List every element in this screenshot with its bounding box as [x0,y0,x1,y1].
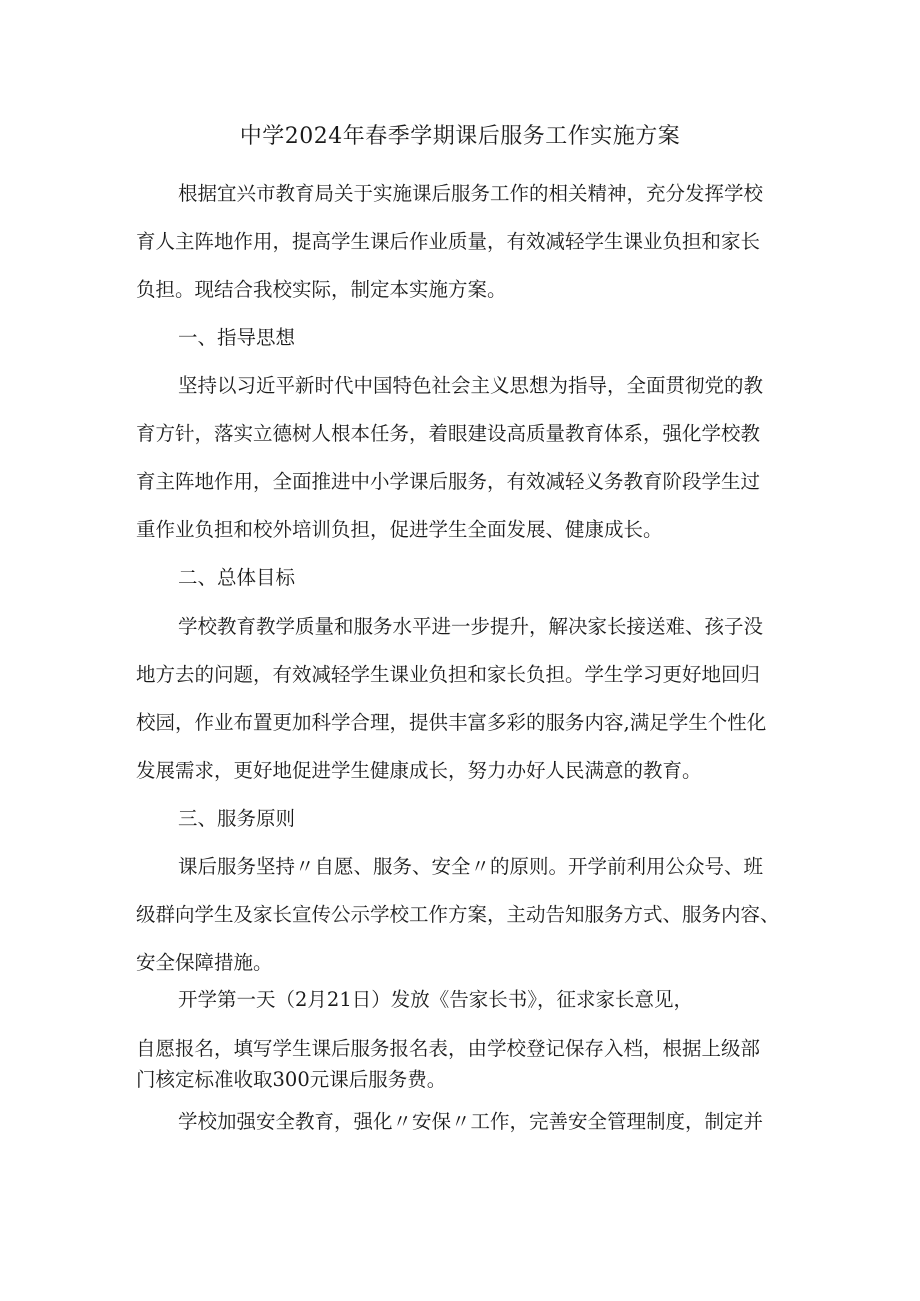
paragraph-line: 安全保障措施。 [136,951,273,974]
section-heading-service-principles: 三、服务原则 [178,807,296,830]
section-heading-guiding-ideology: 一、指导思想 [178,326,296,349]
paragraph-line: 育主阵地作用，全面推进中小学课后服务，有效减轻义务教育阶段学生过 [136,470,761,493]
paragraph-line: 育方针，落实立德树人根本任务，着眼建设高质量教育体系，强化学校教 [136,422,761,445]
paragraph-line: 发展需求，更好地促进学生健康成长，努力办好人民满意的教育。 [136,759,702,782]
paragraph-line: 重作业负担和校外培训负担，促进学生全面发展、健康成长。 [136,518,663,541]
paragraph-line: 学校加强安全教育，强化〃安保〃工作，完善安全管理制度，制定并 [178,1110,764,1133]
document-title: 中学2024年春季学期课后服务工作实施方案 [239,124,681,149]
paragraph-line: 坚持以习近平新时代中国特色社会主义思想为指导，全面贯彻党的教 [178,374,764,397]
paragraph-line: 负担。现结合我校实际，制定本实施方案。 [136,278,507,301]
paragraph-line: 自愿报名，填写学生课后服务报名表，由学校登记保存入档，根据上级部 [136,1037,761,1060]
paragraph-line: 课后服务坚持〃自愿、服务、安全〃的原则。开学前利用公众号、班 [178,855,764,878]
paragraph-line: 校园，作业布置更加科学合理，提供丰富多彩的服务内容,满足学生个性化 [136,711,767,734]
paragraph-line: 根据宜兴市教育局关于实施课后服务工作的相关精神，充分发挥学校 [178,182,764,205]
paragraph-line: 门核定标准收取300元课后服务费。 [136,1068,447,1091]
paragraph-line: 地方去的问题，有效减轻学生课业负担和家长负担。学生学习更好地回归 [136,663,761,686]
paragraph-line: 开学第一天（2月21日）发放《告家长书》，征求家长意见， [178,988,693,1011]
paragraph-line: 育人主阵地作用，提高学生课后作业质量，有效减轻学生课业负担和家长 [136,230,761,253]
section-heading-overall-goal: 二、总体目标 [178,566,296,589]
paragraph-line: 级群向学生及家长宣传公示学校工作方案，主动告知服务方式、服务内容、 [136,903,780,926]
paragraph-line: 学校教育教学质量和服务水平进一步提升，解决家长接送难、孩子没 [178,615,764,638]
